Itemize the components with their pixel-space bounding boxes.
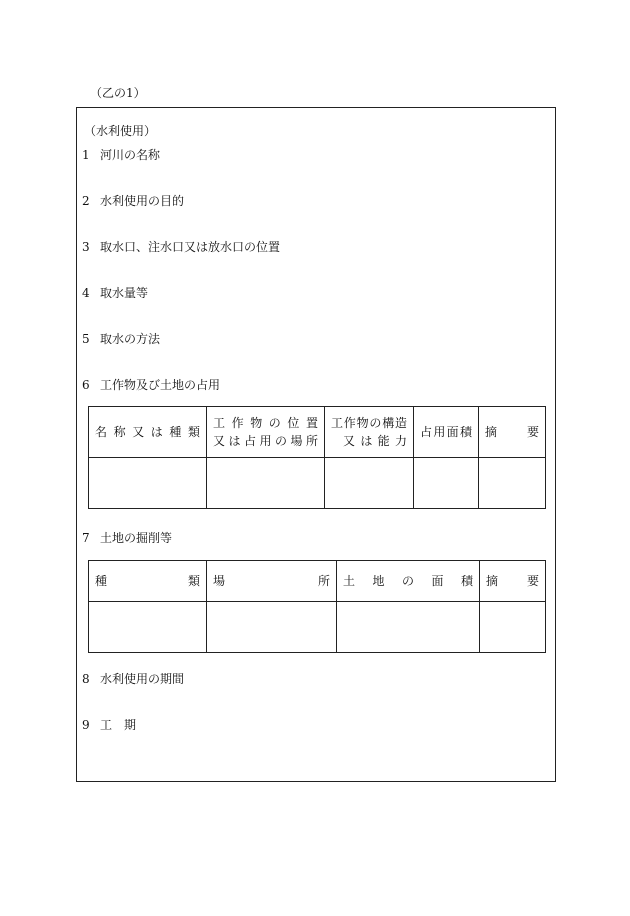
table-cell[interactable] <box>337 602 480 653</box>
item-label: 取水量等 <box>100 286 149 300</box>
section-title: （水利使用） <box>84 124 157 138</box>
header-occupied-area: 占用面積 <box>414 407 479 458</box>
item-label: 工作物及び土地の占用 <box>100 378 221 392</box>
table-header-row <box>89 407 546 458</box>
item-number: 2 <box>82 194 90 208</box>
item-label: 土地の掘削等 <box>100 531 173 545</box>
item-number: 4 <box>82 286 90 300</box>
table-cell[interactable] <box>414 458 479 509</box>
item-number: 6 <box>82 378 90 392</box>
header-place: 場所 <box>207 561 337 602</box>
header-structure-location: 工作物の位置 又は占用の場所 <box>207 407 325 458</box>
header-name-or-type: 名称又は種類 <box>89 407 207 458</box>
table-cell[interactable] <box>207 458 325 509</box>
item-number: 8 <box>82 672 90 686</box>
header-type: 種類 <box>89 561 207 602</box>
item-number: 5 <box>82 332 90 346</box>
item-structure-occupancy <box>82 376 220 393</box>
item-label: 水利使用の期間 <box>100 672 185 686</box>
table-cell[interactable] <box>479 458 546 509</box>
item-intake-volume <box>82 284 148 301</box>
item-intake-location <box>82 238 280 255</box>
item-number: 7 <box>82 531 90 545</box>
item-river-name <box>82 146 160 163</box>
table-header-row <box>89 561 546 602</box>
item-number: 1 <box>82 148 90 162</box>
form-label: （乙の1） <box>90 86 146 100</box>
item-label: 工 期 <box>100 718 137 732</box>
header-structure-capacity: 工作物の構造 又は能力 <box>325 407 414 458</box>
table-cell[interactable] <box>207 602 337 653</box>
item-label: 水利使用の目的 <box>100 194 185 208</box>
item-construction-period <box>82 716 136 733</box>
item-purpose <box>82 192 184 209</box>
item-label: 取水の方法 <box>100 332 161 346</box>
table-row <box>89 602 546 653</box>
excavation-table <box>88 560 546 653</box>
table-cell[interactable] <box>89 602 207 653</box>
table-cell[interactable] <box>325 458 414 509</box>
item-intake-method <box>82 330 160 347</box>
header-land-area: 土地の面積 <box>337 561 480 602</box>
item-excavation <box>82 529 172 546</box>
item-usage-period <box>82 670 184 687</box>
item-number: 3 <box>82 240 90 254</box>
item-label: 河川の名称 <box>100 148 161 162</box>
header-remarks: 摘要 <box>479 407 546 458</box>
table-row <box>89 458 546 509</box>
table-cell[interactable] <box>480 602 546 653</box>
occupancy-table <box>88 406 546 509</box>
item-number: 9 <box>82 718 90 732</box>
item-label: 取水口、注水口又は放水口の位置 <box>100 240 281 254</box>
table-cell[interactable] <box>89 458 207 509</box>
header-remarks: 摘要 <box>480 561 546 602</box>
